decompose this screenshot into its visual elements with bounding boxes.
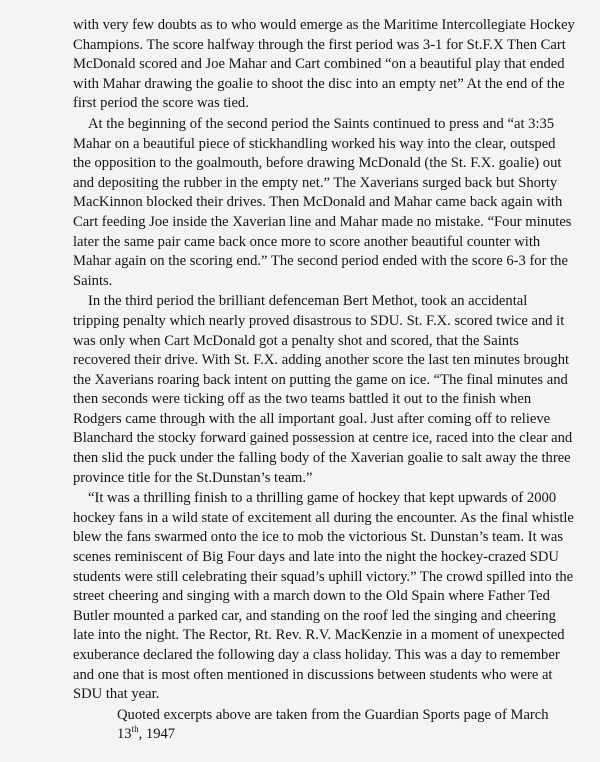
paragraph-1: with very few doubts as to who would emerge as the Maritime Intercollegiate Hockey Champions. The score halfway through the first period was 3-1 for St.F.X Then Cart McDonald scored and Joe Mahar and Cart combined “on a beautiful play that ended with Mahar drawing the goalie to shoot the disc into an empty net” At the end of the first period the score was tied. <box>73 17 575 112</box>
paragraph-2: At the beginning of the second period the Saints continued to press and “at 3:35 Mahar on a beautiful piece of stickhandling worked his way into the clear, outsped the opposition to the goalmouth, before drawing McDonald (the St. F.X. goalie) out and depositing the rubber in the empty net.” The Xaverians surged back but Shorty MacKinnon blocked their drives. Then McDonald and Mahar came back again with Cart feeding Joe inside the Xaverian line and Mahar made no mistake. “Four minutes later the same pair came back once more to score another beautiful counter with Mahar again on the scoring end.” The second period ended with the score 6-3 for the Saints. <box>73 115 572 289</box>
paragraph-3: In the third period the brilliant defenceman Bert Methot, took an accidental tripping penalty which nearly proved disastrous to SDU. St. F.X. scored twice and it was only when Cart McDonald got a penalty shot and scored, that the Saints recovered their drive. With St. F.X. adding another score the last ten minutes brought the Xaverians roaring back intent on putting the game on ice. “The final minutes and then seconds were ticking off as the two teams battled it out to the finish when Rodgers came through with the all important goal. Just after coming off to relieve Blanchard the stocky forward gained possession at centre ice, raced into the clear and then slid the puck under the falling body of the Xaverian goalie to salt away the three province title for the St.Dunstan’s team.” <box>73 293 573 486</box>
document-page <box>73 16 575 745</box>
paragraph-4: “It was a thrilling finish to a thrilling game of hockey that kept upwards of 2000 hockey fans in a wild state of excitement all during the encounter. As the final whistle blew the fans swarmed onto the ice to mob the victorious St. Dunstan’s team. It was scenes reminiscent of Big Four days and late into the night the hockey-crazed SDU students were still celebrating their squad’s uphill victory.” The crowd spilled into the street cheering and singing with a march down to the Old Spain where Father Ted Butler mounted a parked car, and standing on the roof led the singing and cheering late into the night. The Rector, Rt. Rev. R.V. MacKenzie in a moment of unexpected exuberance declared the following day a class holiday. This was a day to remember and one that is most often mentioned in discussions between students who were at SDU that year. <box>73 490 574 703</box>
source-note-text: Quoted excerpts above are taken from the Guardian Sports page of March 13 <box>117 706 549 743</box>
source-note-year: , 1947 <box>138 726 176 743</box>
source-note <box>117 706 575 745</box>
source-note-superscript: th <box>131 724 139 735</box>
